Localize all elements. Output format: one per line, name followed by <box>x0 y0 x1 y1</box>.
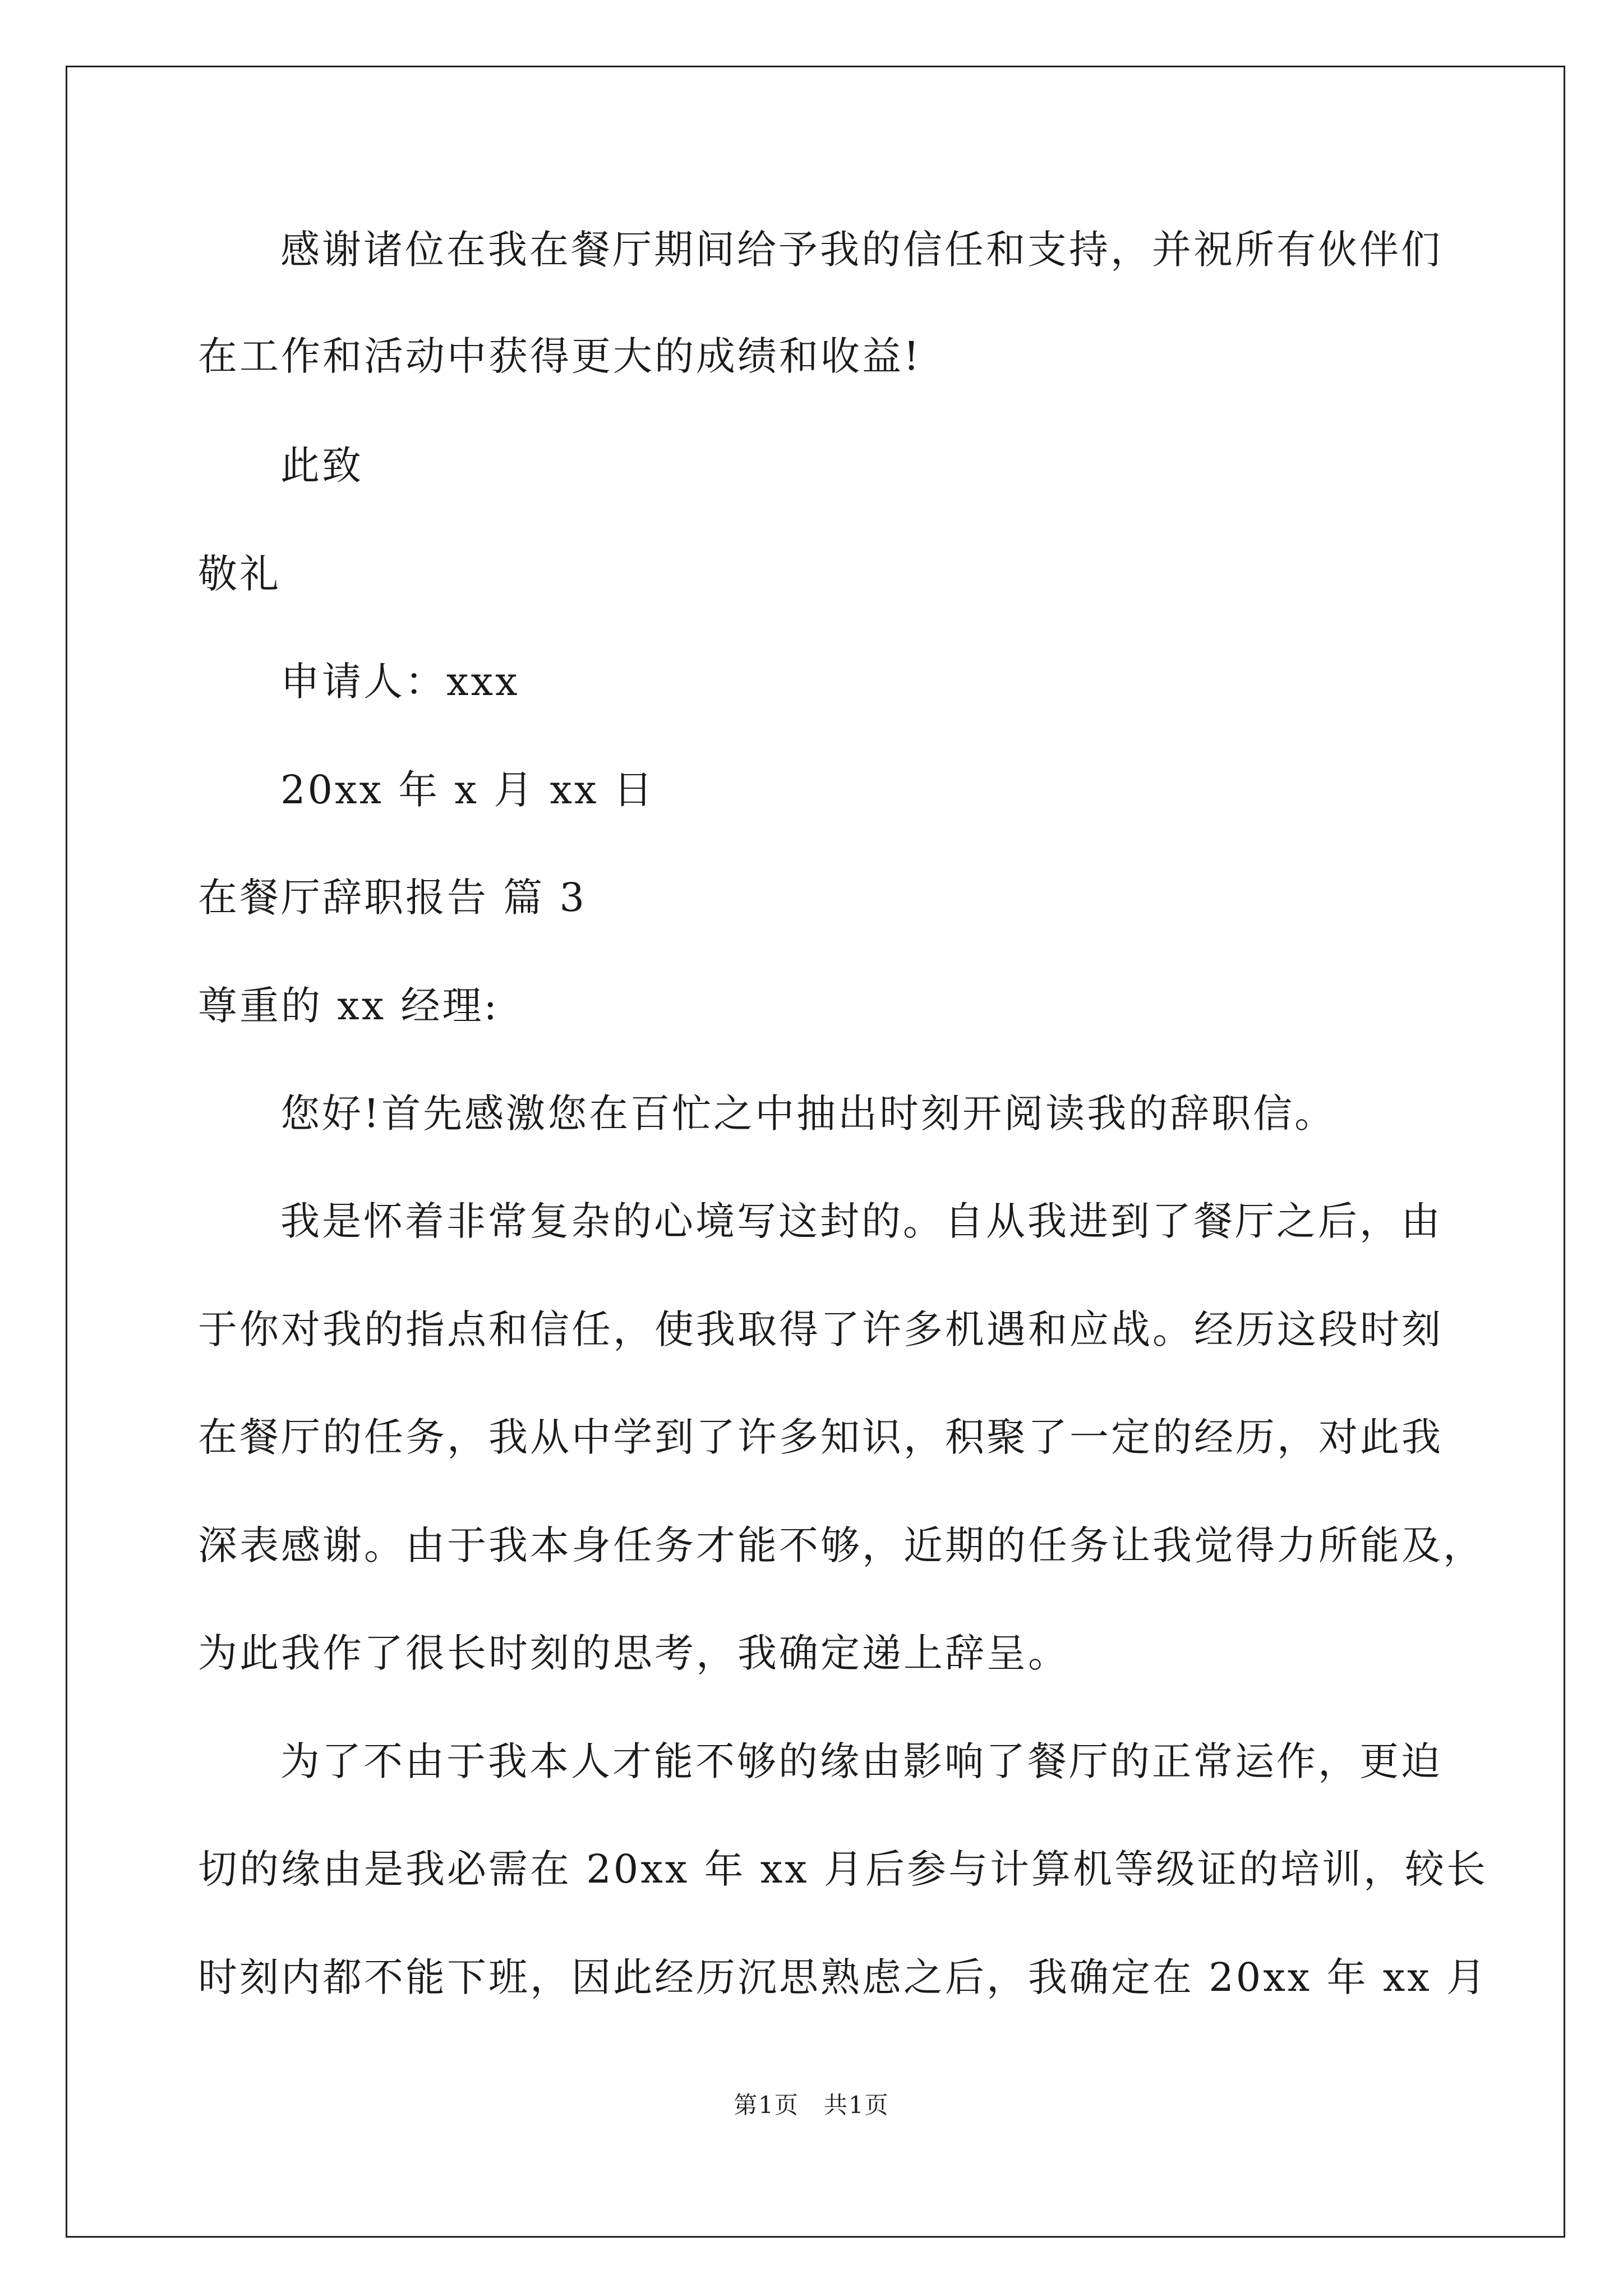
paragraph-line: 感谢诸位在我在餐厅期间给予我的信任和支持，并祝所有伙伴们 <box>280 227 1442 273</box>
paragraph-line: 于你对我的指点和信任，使我取得了许多机遇和应战。经历这段时刻 <box>198 1306 1443 1352</box>
closing-line: 此致 <box>280 443 363 489</box>
section-heading: 在餐厅辞职报告 篇 3 <box>198 875 587 921</box>
letter-greeting: 尊重的 xx 经理: <box>198 983 500 1029</box>
paragraph-line: 您好!首先感激您在百忙之中抽出时刻开阅读我的辞职信。 <box>280 1091 1336 1137</box>
paragraph-line: 切的缘由是我必需在 20xx 年 xx 月后参与计算机等级证的培训，较长 <box>198 1846 1488 1892</box>
page-footer: 第1页 共1页 <box>734 2091 889 2119</box>
paragraph-line: 为此我作了很长时刻的思考，我确定递上辞呈。 <box>198 1630 1069 1676</box>
salutation-line: 敬礼 <box>198 551 281 597</box>
paragraph-line: 我是怀着非常复杂的心境写这封的。自从我进到了餐厅之后，由 <box>280 1198 1442 1244</box>
paragraph-line: 时刻内都不能下班，因此经历沉思熟虑之后，我确定在 20xx 年 xx 月 <box>198 1954 1488 2000</box>
signature-date: 20xx 年 x 月 xx 日 <box>280 767 655 813</box>
paragraph-line: 深表感谢。由于我本身任务才能不够，近期的任务让我觉得力所能及， <box>198 1522 1484 1568</box>
paragraph-line: 为了不由于我本人才能不够的缘由影响了餐厅的正常运作，更迫 <box>280 1738 1442 1784</box>
signature-applicant: 申请人：xxx <box>280 659 520 705</box>
paragraph-line: 在工作和活动中获得更大的成绩和收益! <box>198 333 922 379</box>
paragraph-line: 在餐厅的任务，我从中学到了许多知识，积聚了一定的经历，对此我 <box>198 1414 1443 1460</box>
